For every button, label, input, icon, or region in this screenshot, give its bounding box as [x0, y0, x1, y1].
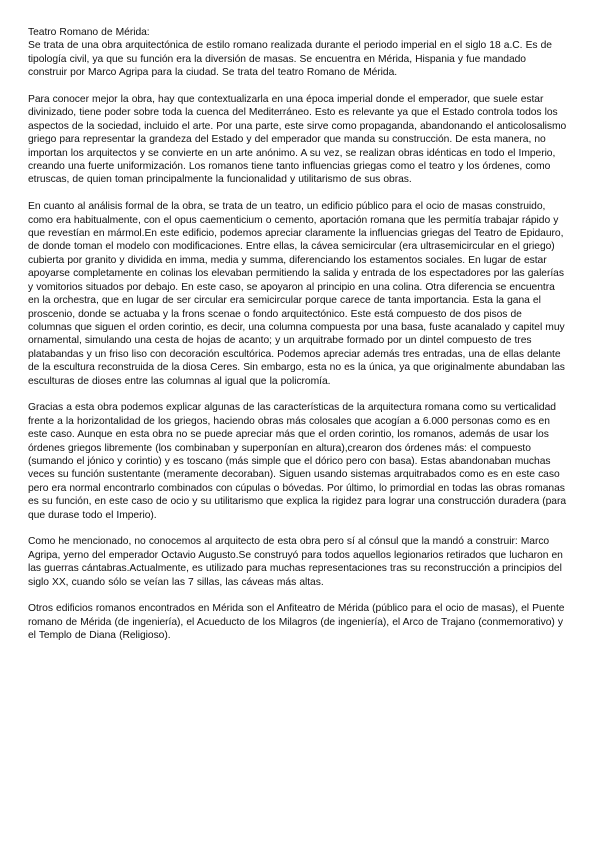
paragraph-other-buildings: Otros edificios romanos encontrados en Mérida son el Anfiteatro de Mérida (público para el ocio de masas), el Puente romano de Mérida (de ingeniería), el Acueducto de los Milagros (de ingeniería), el Arco de Trajano (conmemorativo) y el Templo de Diana (Religioso). [28, 603, 565, 642]
document-title: Teatro Romano de Mérida: [28, 27, 150, 38]
paragraph-characteristics: Gracias a esta obra podemos explicar algunas de las características de la arquitectura romana como su verticalidad frente a la horizontalidad de los griegos, haciendo obras más colosales que acogían a 6.000 personas como es en este caso. Aunque en esta obra no se puede apreciar más que el orden corintio, los romanos, además de usar los órdenes griegos libremente (los combinaban y superponían en altura),crearon dos órdenes más: el compuesto (sumando el jónico y corintio) y es toscano (más simple que el dórico pero con basa). Estas abandonaban muchas veces su función sustentante (meramente decoraban). Siguen usando sistemas arquitrabados como es en este caso pero era normal encontrarlo combinados con cúpulas o bóvedas. Por último, lo primordial en todas las obras romanas es su función, en este caso de ocio y su utilitarismo que explica la rigidez para lograr una construcción duradera (para que durase todo el Imperio). [28, 402, 567, 521]
paragraph-context: Para conocer mejor la obra, hay que contextualizarla en una época imperial donde el emperador, que suele estar divinizado, tiene poder sobre toda la cuenca del Mediterráneo. Esto es relevante ya que el Estado controla todos los aspectos de la sociedad, incluido el arte. Por una parte, este sirve como propaganda, abandonando el anticolosalismo griego para representar la grandeza del Estado y del emperador que manda su construcción. De esta manera, no importan los arquitectos y se convierte en un arte anónimo. A su vez, se realizan obras idénticas en todo el Imperio, creando una fuerte uniformización. Los romanos tiene tanto influencias griegas como el teatro y los órdenes, como etruscas, de quien toman principalmente la funcionalidad y utilitarismo de sus obras. [28, 94, 567, 186]
paragraph-formal-analysis: En cuanto al análisis formal de la obra, se trata de un teatro, un edificio público para el ocio de masas construido, como era habitualmente, con el opus caementicium o cemento, aportación romana que les permitía trabajar rápido y que revestían en mármol.En este edificio, podemos apreciar claramente la influencias griegas del Teatro de Epidauro, de donde toman el modelo con modificaciones. Entre ellas, la cávea semicircular (era ultrasemicircular en el griego) cubierta por granito y dividida en imma, media y summa, diferenciando los estamentos sociales. En lugar de estar apoyarse completamente en colinas los elevaban permitiendo la salida y entrada de los espectadores por las galerías y vomitorios situados por debajo. En este caso, se apoyaron al principio en una colina. Otra diferencia se encuentra en la orchestra, que en lugar de ser circular era semicircular porque carece de tanta importancia. Esta la gana el proscenio, donde se actuaba y la frons scenae o fondo arquitectónico. Este está compuesto de dos pisos de columnas que siguen el orden corintio, es decir, una columna compuesta por una basa, fuste acanalado y capitel muy ornamental, simulando una cesta de hojas de acanto; y un arquitrabe formado por un dintel compuesto de tres platabandas y un friso liso con decoración escultórica. Podemos apreciar además tres entradas, una de ellas delante de la escultura reconstruida de la diosa Ceres. Sin embargo, esta no es la única, ya que originalmente abundaban las esculturas de dioses entre las columnas al igual que la policromía. [28, 201, 565, 387]
paragraph-introduction: Se trata de una obra arquitectónica de estilo romano realizada durante el periodo imperial en el siglo 18 a.C. Es de tipología civil, ya que su función era la diversión de masas. Se encuentra en Mérida, Hispania y fue mandado construir por Marco Agripa para la ciudad. Se trata del teatro Romano de Mérida. [28, 40, 552, 79]
paragraph-architect: Como he mencionado, no conocemos al arquitecto de esta obra pero sí al cónsul que la mandó a construir: Marco Agripa, yerno del emperador Octavio Augusto.Se construyó para todos aquellos legionarios retirados que lucharon en las guerras cántabras.Actualmente, es utilizado para muchas representaciones tras su reconstrucción a principios del siglo XX, cuando sólo se veían las 7 sillas, las cáveas más altas. [28, 536, 563, 588]
